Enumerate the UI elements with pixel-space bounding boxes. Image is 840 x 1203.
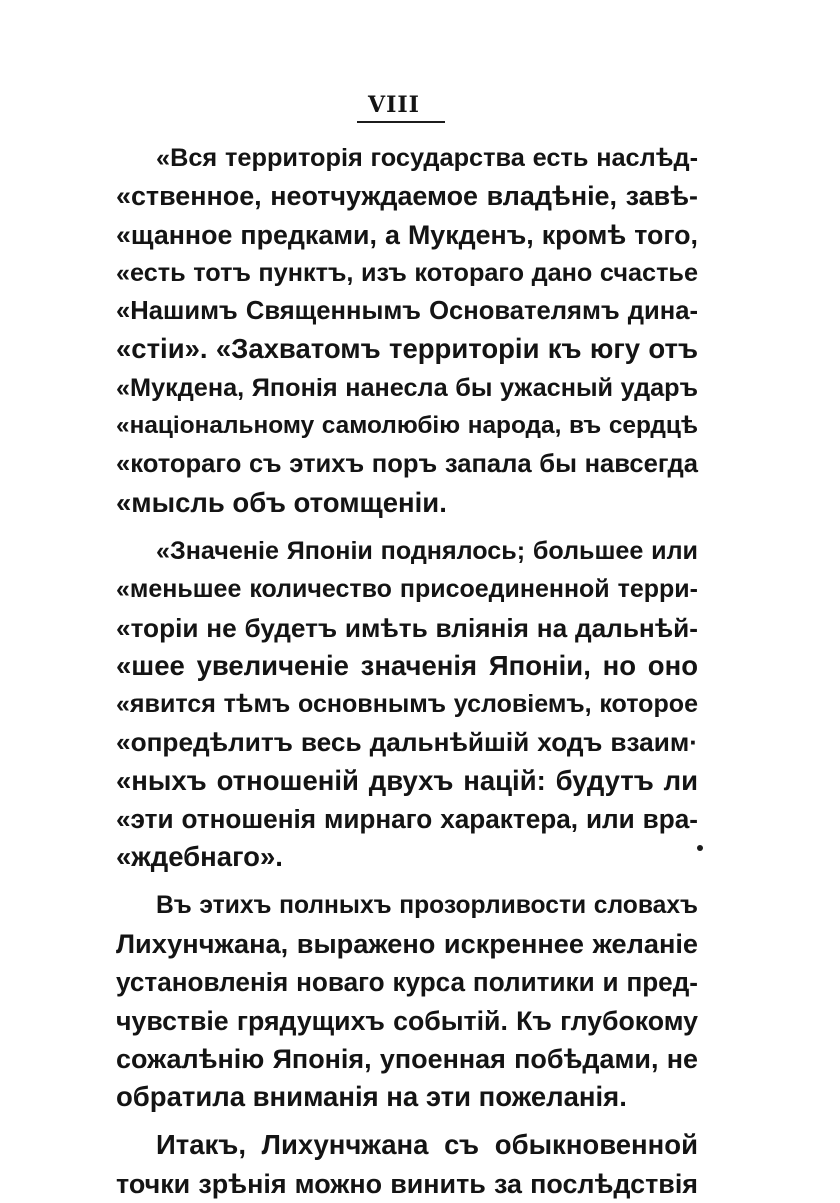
paragraph-2 [116, 532, 698, 877]
text-line: «меньшее количество присоединенной терри- [116, 575, 698, 604]
text-line: «ныхъ отношеній двухъ націй: будутъ ли [116, 764, 698, 796]
page-number: VIII [368, 92, 420, 118]
text-line: «есть тотъ пунктъ, изъ котораго дано счастье [116, 258, 698, 287]
paragraph-1 [116, 139, 698, 522]
text-body [116, 139, 698, 1203]
text-line: Въ этихъ полныхъ прозорливости словахъ [156, 891, 698, 919]
paragraph-gap [116, 1116, 698, 1126]
text-line: «Значеніе Японіи поднялось; большее или [156, 536, 698, 565]
text-line: установленія новаго курса политики и пред- [116, 967, 698, 998]
text-line: «явится тѣмъ основнымъ условіемъ, которое [116, 690, 698, 719]
text-line: точки зрѣнія можно винить за послѣдствія [116, 1168, 698, 1199]
text-line: Лихунчжана, выражено искреннее желаніе [116, 927, 698, 959]
text-line: «національному самолюбію народа, въ сердцѣ [116, 412, 698, 440]
text-line: «опредѣлитъ весь дальнѣйшій ходъ взаим· [116, 727, 698, 758]
text-line: «щанное предками, а Мукденъ, кромѣ того, [116, 219, 698, 250]
text-line: сожалѣнію Японія, упоенная побѣдами, не [116, 1043, 698, 1074]
text-line: «ственное, неотчуждаемое владѣніе, завѣ- [116, 181, 698, 212]
text-line: «шее увеличеніе значенія Японіи, но оно [116, 649, 698, 681]
text-line: чувствіе грядущихъ событій. Къ глубокому [116, 1005, 698, 1036]
text-line: «Вся территорія государства есть наслѣд- [156, 144, 698, 172]
text-line: «котораго съ этихъ поръ запала бы навсегда [116, 450, 698, 479]
page-number-rule [357, 121, 445, 123]
text-line: «торіи не будетъ имѣть вліянія на дальнѣй- [116, 612, 698, 643]
paragraph-gap [116, 877, 698, 887]
paragraph-4 [116, 1126, 698, 1203]
text-line: «стіи». «Захватомъ территоріи къ югу отъ [116, 333, 698, 365]
text-line: «мысль объ отомщеніи. [116, 486, 447, 518]
paragraph-3 [116, 887, 698, 1117]
paragraph-gap [116, 522, 698, 532]
text-line: Итакъ, Лихунчжана съ обыкновенной [156, 1129, 698, 1161]
ink-speck [697, 845, 703, 851]
text-line: «Мукдена, Японія нанесла бы ужасный ударъ [116, 373, 698, 402]
text-line: обратила вниманія на эти пожеланія. [116, 1081, 627, 1113]
text-line: «эти отношенія мирнаго характера, или вра- [116, 804, 698, 835]
text-line: «ждебнаго». [116, 841, 283, 873]
text-line: «Нашимъ Священнымъ Основателямъ дина- [116, 297, 698, 326]
